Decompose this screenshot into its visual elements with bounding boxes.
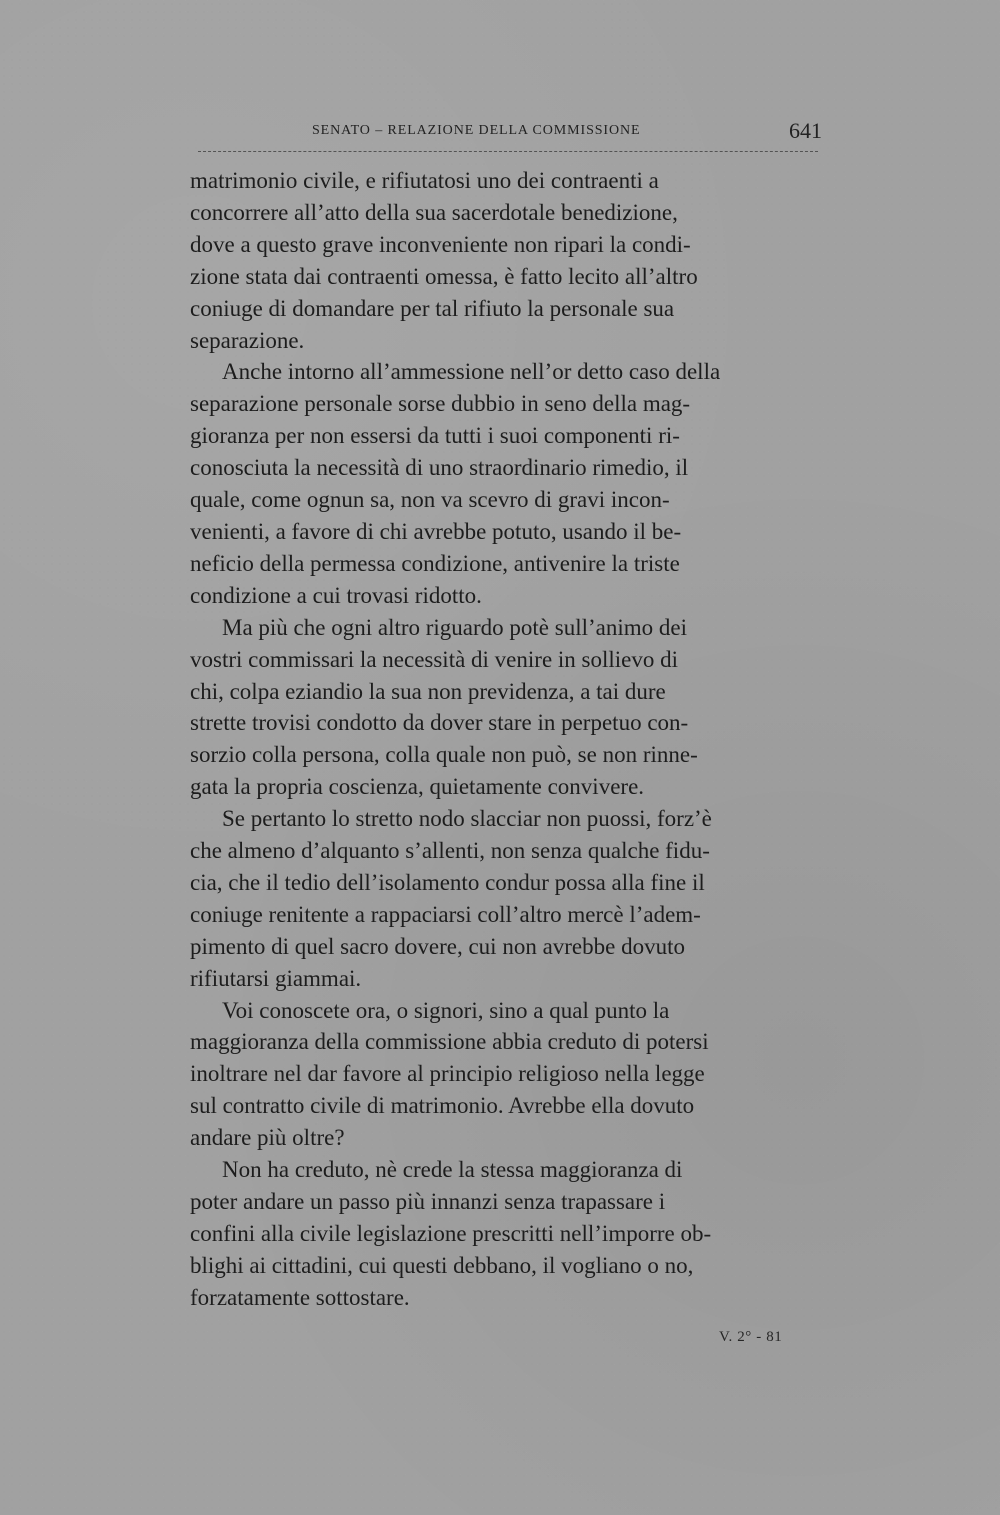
text-line: che almeno d’alquanto s’allenti, non senza qualche fidu- bbox=[190, 838, 710, 864]
text-line: separazione. bbox=[190, 327, 305, 353]
text-line: rifiutarsi giammai. bbox=[190, 965, 362, 991]
text-line: conosciuta la necessità di uno straordinario rimedio, il bbox=[190, 455, 689, 481]
text-line: sorzio colla persona, colla quale non può, se non rinne- bbox=[190, 742, 698, 768]
text-line: gata la propria coscienza, quietamente convivere. bbox=[190, 774, 645, 800]
text-line: forzatamente sottostare. bbox=[190, 1284, 410, 1310]
text-line: matrimonio civile, e rifiutatosi uno dei contraenti a bbox=[190, 168, 659, 193]
text-line: coniuge renitente a rappaciarsi coll’altro mercè l’adem- bbox=[190, 901, 701, 927]
text-line: pimento di quel sacro dovere, cui non avrebbe dovuto bbox=[190, 933, 685, 959]
header-rule bbox=[198, 151, 818, 152]
text-line: Se pertanto lo stretto nodo slacciar non puossi, forz’è bbox=[222, 806, 712, 832]
text-line: chi, colpa eziandio la sua non previdenza, a tai dure bbox=[190, 678, 666, 704]
text-line: inoltrare nel dar favore al principio religioso nella legge bbox=[190, 1061, 705, 1087]
text-line: concorrere all’atto della sua sacerdotale benedizione, bbox=[190, 199, 678, 225]
text-line: poter andare un passo più innanzi senza trapassare i bbox=[190, 1189, 666, 1214]
page-number: 641 bbox=[789, 118, 822, 143]
running-head: SENATO – RELAZIONE DELLA COMMISSIONE bbox=[312, 123, 641, 138]
text-line: condizione a cui trovasi ridotto. bbox=[190, 582, 482, 608]
text-line: neficio della permessa condizione, antivenire la triste bbox=[190, 550, 680, 576]
page-header bbox=[312, 118, 822, 152]
body-text bbox=[190, 165, 830, 1314]
text-line: andare più oltre? bbox=[190, 1125, 345, 1151]
text-line: dove a questo grave inconveniente non ripari la condi- bbox=[190, 231, 691, 257]
text-line: Ma più che ogni altro riguardo potè sull’animo dei bbox=[222, 614, 687, 640]
text-line: vostri commissari la necessità di venire in sollievo di bbox=[190, 646, 679, 672]
text-line: sul contratto civile di matrimonio. Avrebbe ella dovuto bbox=[190, 1093, 695, 1119]
text-line: cia, che il tedio dell’isolamento condur possa alla fine il bbox=[190, 869, 705, 895]
text-line: gioranza per non essersi da tutti i suoi componenti ri- bbox=[190, 423, 680, 449]
text-line: zione stata dai contraenti omessa, è fatto lecito all’altro bbox=[190, 263, 698, 289]
text-line: quale, come ognun sa, non va scevro di gravi incon- bbox=[190, 487, 670, 513]
text-line: blighi ai cittadini, cui questi debbano, il vogliano o no, bbox=[190, 1252, 694, 1278]
text-line: Anche intorno all’ammessione nell’or detto caso della bbox=[222, 359, 721, 385]
signature-mark: V. 2° - 81 bbox=[719, 1329, 783, 1345]
text-line: venienti, a favore di chi avrebbe potuto, usando il be- bbox=[190, 518, 682, 544]
text-line: strette trovisi condotto da dover stare in perpetuo con- bbox=[190, 710, 689, 736]
text-line: Voi conoscete ora, o signori, sino a qual punto la bbox=[222, 997, 670, 1023]
text-line: confini alla civile legislazione prescritti nell’imporre ob- bbox=[190, 1220, 712, 1246]
text-line: separazione personale sorse dubbio in seno della mag- bbox=[190, 391, 691, 417]
text-line: Non ha creduto, nè crede la stessa maggioranza di bbox=[222, 1157, 683, 1183]
text-line: maggioranza della commissione abbia creduto di potersi bbox=[190, 1029, 709, 1055]
text-line: coniuge di domandare per tal rifiuto la personale sua bbox=[190, 295, 675, 321]
